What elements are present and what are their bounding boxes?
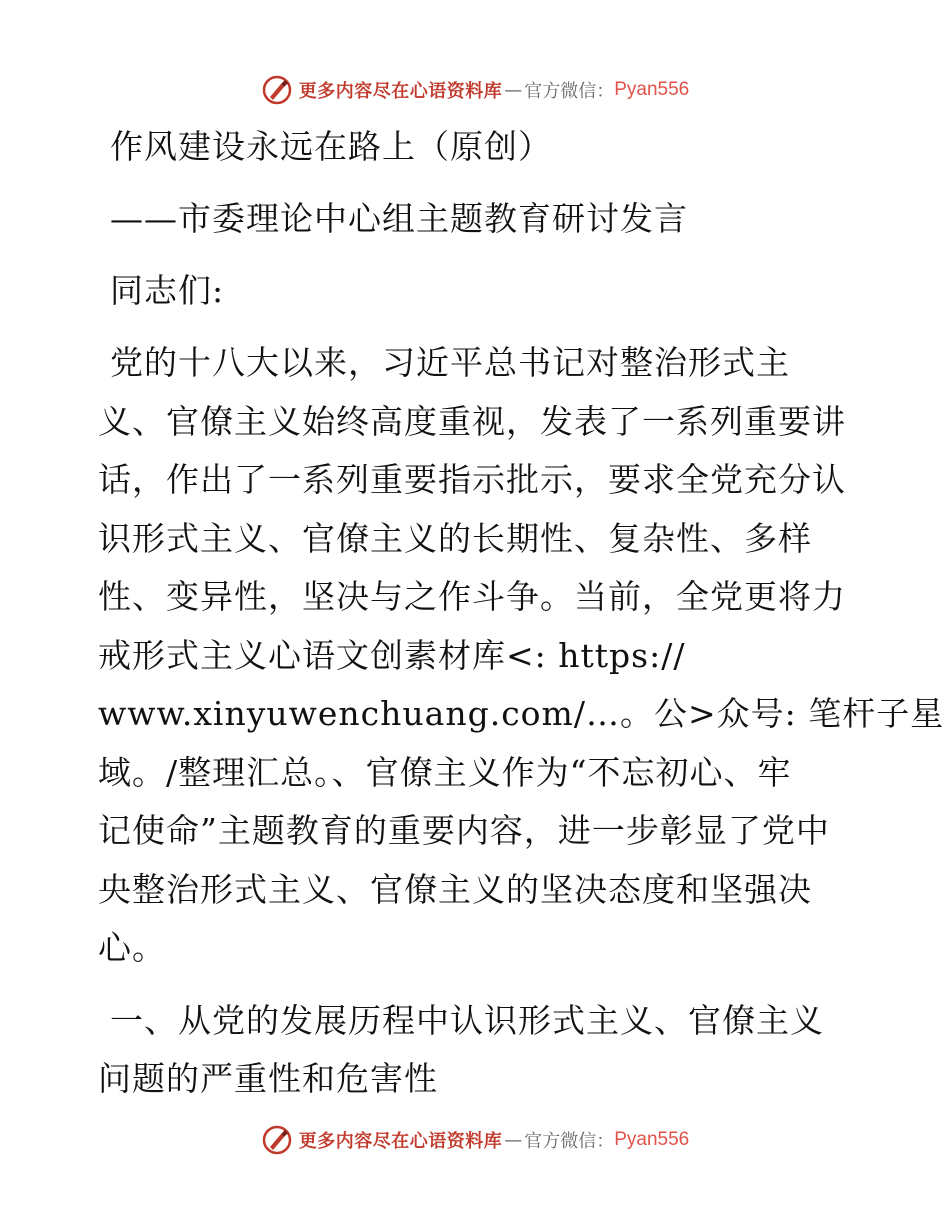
banner-wechat-id: Pyan556 — [614, 1129, 690, 1150]
paragraph-line: 性、变异性，坚决与之作斗争。当前，全党更将力 — [98, 577, 846, 616]
paragraph-line: 域。/整理汇总。、官僚主义作为“不忘初心、牢 — [98, 752, 792, 792]
banner-sub-text: 官方微信： — [524, 81, 615, 102]
salutation: 同志们: — [110, 271, 225, 310]
banner-wechat-id: Pyan556 — [614, 79, 690, 100]
section-1-heading — [98, 992, 854, 1109]
heading-line: 问题的严重性和危害性 — [98, 1059, 438, 1098]
document-subtitle: ——市委理论中心组主题教育研讨发言 — [110, 199, 688, 238]
document-title: 作风建设永远在路上（原创） — [110, 127, 552, 166]
document-body — [98, 118, 945, 1109]
pen-logo-icon — [261, 74, 293, 106]
footer-banner — [0, 1120, 950, 1160]
paragraph-line: 党的十八大以来，习近平总书记对整治形式主 — [110, 343, 790, 382]
paragraph-line: 记使命”主题教育的重要内容，进一步彰显了党中 — [98, 811, 830, 850]
banner-dash: — — [504, 79, 523, 101]
paragraph-line: 央整治形式主义、官僚主义的坚决态度和坚强决 — [98, 869, 812, 909]
paragraph-line: 戒形式主义心语文创素材库<: https:// — [98, 635, 686, 675]
banner-main-text: 更多内容尽在心语资料库 — [298, 81, 503, 102]
paragraph-line: 心。 — [98, 928, 166, 967]
banner-dash: — — [504, 1129, 523, 1151]
paragraph-line: www.xinyuwenchuang.com/…。公>众号: 笔杆子星 — [98, 694, 945, 733]
paragraph-1 — [98, 334, 945, 978]
paragraph-line: 识形式主义、官僚主义的长期性、复杂性、多样 — [98, 518, 812, 558]
heading-line: 一、从党的发展历程中认识形式主义、官僚主义 — [110, 1000, 824, 1040]
banner-sub-text: 官方微信： — [524, 1131, 615, 1152]
pen-logo-icon — [261, 1124, 293, 1156]
header-banner — [0, 70, 950, 110]
paragraph-line: 义、官僚主义始终高度重视，发表了一系列重要讲 — [98, 401, 846, 441]
paragraph-line: 话，作出了一系列重要指示批示，要求全党充分认 — [98, 460, 846, 499]
banner-main-text: 更多内容尽在心语资料库 — [298, 1131, 503, 1152]
